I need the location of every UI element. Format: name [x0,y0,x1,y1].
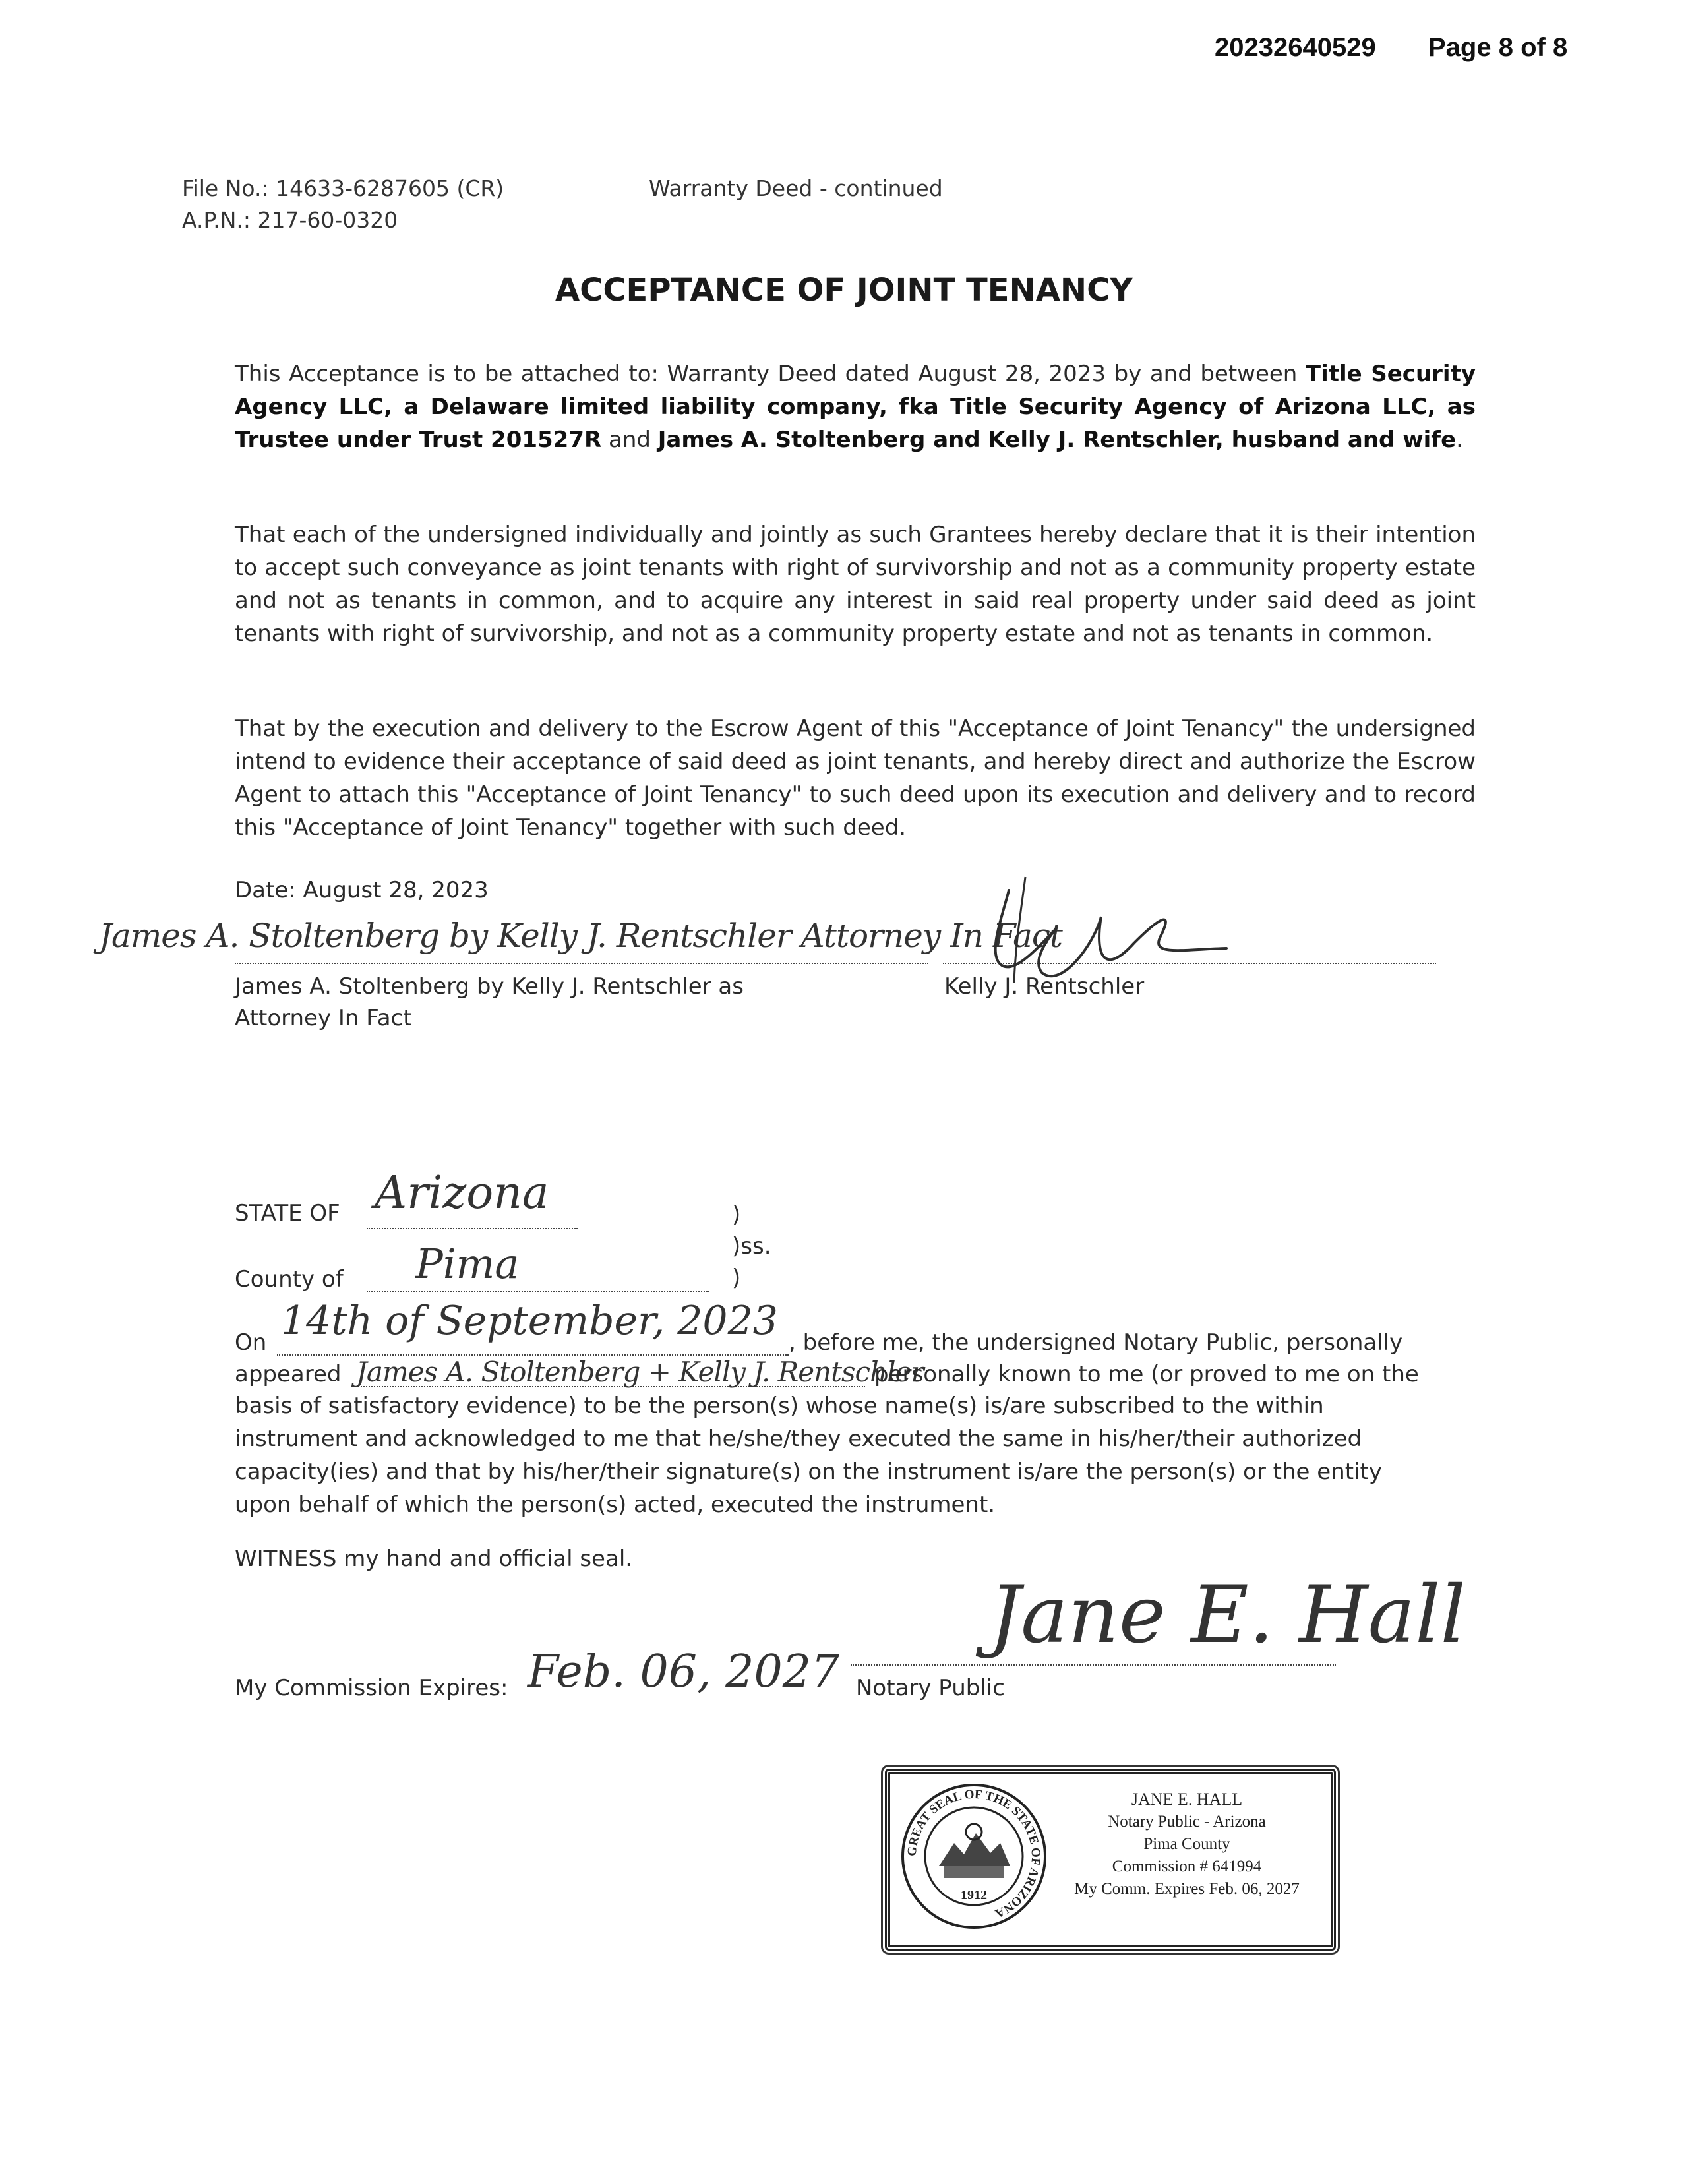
notary-body-line: capacity(ies) and that by his/her/their signature(s) on the instrument is/are the person(s) or the entity [235,1459,1382,1485]
paren-top: ) [732,1201,741,1228]
deed-continued-label: Warranty Deed - continued [649,175,943,201]
seal-notary-title: Notary Public - Arizona [1108,1813,1266,1831]
notary-body-line: basis of satisfactory evidence) to be the person(s) whose name(s) is/are subscribed to the within [235,1393,1324,1419]
notary-seal-stamp [885,1769,1336,1951]
appeared-names: James A. Stoltenberg + Kelly J. Rentschler [356,1356,924,1388]
notary-public-label: Notary Public [856,1675,1005,1701]
arizona-state-seal-icon [898,1780,1050,1932]
paragraph-end: . [1456,427,1463,453]
document-title: ACCEPTANCE OF JOINT TENANCY [555,272,1133,309]
seal-county: Pima County [1143,1835,1230,1853]
notary-signature: Jane E. Hall [989,1569,1466,1661]
county-label: County of [235,1266,344,1292]
kelly-rentschler-label: Kelly J. Rentschler [944,973,1145,1000]
grantor-name: Title Security Agency LLC, a Delaware limited liability company, fka Title Security Agency of Arizona LLC, as Trustee under Trust 201527R [235,361,1476,453]
appeared-rest-text: personally known to me (or proved to me on the [874,1361,1419,1387]
paren-bottom: ) [732,1265,741,1291]
commission-expiration: Feb. 06, 2027 [528,1646,840,1698]
ss-marker: )ss. [732,1233,771,1259]
on-label: On [235,1329,267,1356]
county-value: Pima [415,1240,520,1288]
apn-number: A.P.N.: 217-60-0320 [182,207,398,233]
seal-text-block [1048,1788,1325,1900]
before-me-text: , before me, the undersigned Notary Public, personally [789,1329,1403,1356]
seal-notary-name: JANE E. HALL [1131,1790,1243,1809]
grantee-handwritten-signature: James A. Stoltenberg by Kelly J. Rentschler Attorney In Fact [99,917,1063,955]
notary-body-line: upon behalf of which the person(s) acted, executed the instrument. [235,1492,996,1518]
grantee-signature-label: James A. Stoltenberg by Kelly J. Rentschler as [235,973,744,1000]
page-indicator: Page 8 of 8 [1428,33,1568,62]
acceptance-paragraph [235,357,1476,456]
witness-line: WITNESS my hand and official seal. [235,1546,633,1572]
seal-year: 1912 [961,1888,987,1902]
acceptance-date: Date: August 28, 2023 [235,877,489,903]
state-label: STATE OF [235,1200,340,1227]
state-value: Arizona [375,1167,549,1219]
document-number: 20232640529 [1215,33,1376,62]
notary-body-line: instrument and acknowledged to me that he/she/they executed the same in his/her/their authorized [235,1426,1362,1452]
file-number: File No.: 14633-6287605 (CR) [182,175,504,201]
seal-expiration: My Comm. Expires Feb. 06, 2027 [1074,1880,1300,1898]
paragraph-and: and [601,427,658,453]
seal-commission-number: Commission # 641994 [1112,1858,1262,1875]
execution-paragraph: That by the execution and delivery to the Escrow Agent of this "Acceptance of Joint Tenancy" the undersigned intend to evidence their acceptance of said deed as joint tenants, and hereby direct and authorize the Escrow Agent to attach this "Acceptance of Joint Tenancy" to such deed upon its execution and delivery and to record this "Acceptance of Joint Tenancy" together with such deed. [235,715,1476,841]
grantee-names: James A. Stoltenberg and Kelly J. Rentschler, husband and wife [657,427,1457,453]
intention-paragraph: That each of the undersigned individually and jointly as such Grantees hereby declare that it is their intention to accept such conveyance as joint tenants with right of survivorship and not as a community property estate and not as tenants in common, and to acquire any interest in said real property under said deed as joint tenants with right of survivorship, and not as a community property estate and not as tenants in common. [235,522,1476,647]
appeared-label: appeared [235,1361,342,1387]
attorney-in-fact-label: Attorney In Fact [235,1005,412,1031]
svg-text:GREAT SEAL OF THE STATE OF ARI: GREAT SEAL OF THE STATE OF ARIZONA [905,1787,1043,1921]
commission-label: My Commission Expires: [235,1675,508,1701]
paragraph-intro: This Acceptance is to be attached to: Warranty Deed dated August 28, 2023 by and between [235,361,1306,387]
acknowledgment-date: 14th of September, 2023 [281,1298,778,1344]
